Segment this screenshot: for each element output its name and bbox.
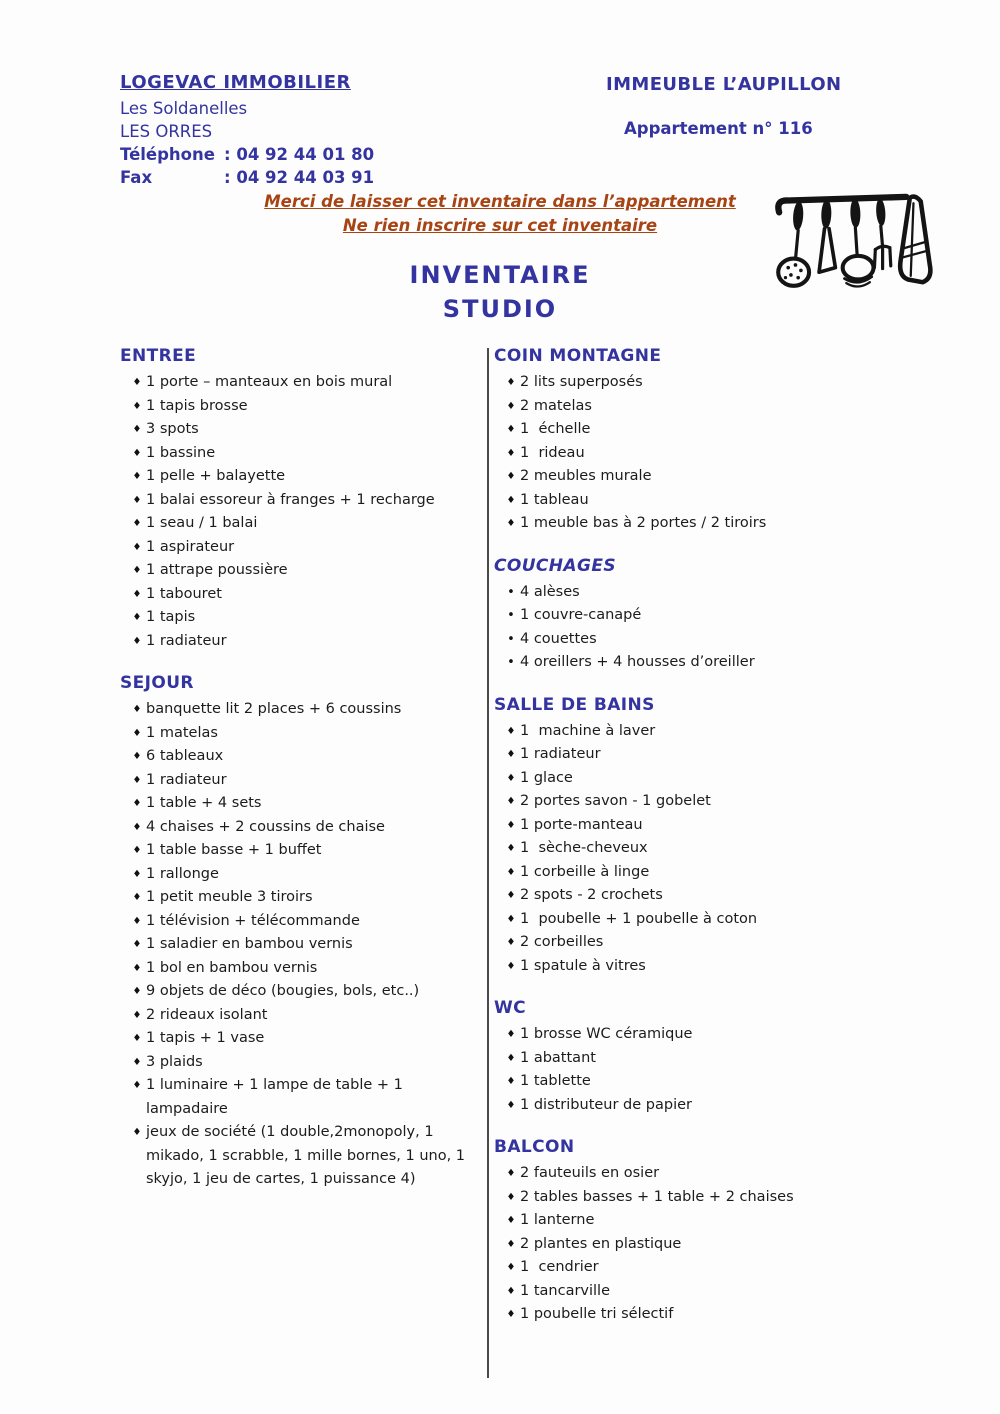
header-left xyxy=(120,72,540,189)
item-text: 2 corbeilles xyxy=(520,934,604,950)
item-text: 1 tabouret xyxy=(146,585,222,602)
inventory-item xyxy=(120,769,482,793)
inventory-item xyxy=(494,1209,944,1233)
item-list xyxy=(494,581,944,675)
inventory-item xyxy=(120,371,482,395)
item-text: 1 tapis + 1 vase xyxy=(146,1030,265,1046)
inventory-item xyxy=(494,465,944,489)
phone-row xyxy=(120,143,540,166)
inventory-item xyxy=(120,442,482,466)
diamond-bullet-icon: ♦ xyxy=(506,796,516,807)
disc-bullet-icon: • xyxy=(507,655,515,670)
inventory-item xyxy=(120,418,482,442)
item-list xyxy=(494,1023,944,1117)
item-list xyxy=(120,698,482,1192)
diamond-bullet-icon: ♦ xyxy=(132,868,142,880)
inventory-item xyxy=(494,884,944,908)
diamond-bullet-icon: ♦ xyxy=(506,1052,516,1064)
inventory-item xyxy=(120,583,482,607)
inventory-item xyxy=(494,931,944,955)
inventory-item xyxy=(494,418,944,442)
item-list xyxy=(494,371,944,536)
inventory-item xyxy=(494,790,944,814)
section-heading: BALCON xyxy=(494,1137,575,1157)
inventory-item xyxy=(120,722,482,746)
diamond-bullet-icon: ♦ xyxy=(506,400,516,412)
inventory-item xyxy=(120,863,482,887)
diamond-bullet-icon: ♦ xyxy=(506,424,516,435)
section-heading: SALLE DE BAINS xyxy=(494,694,655,715)
diamond-bullet-icon: ♦ xyxy=(132,377,142,388)
inventory-item xyxy=(120,1074,482,1121)
diamond-bullet-icon: ♦ xyxy=(506,866,516,878)
item-text: 1 balai essoreur à franges + 1 recharge xyxy=(146,491,435,508)
item-text: 4 couettes xyxy=(520,630,597,647)
item-text: 1 tapis xyxy=(146,609,196,625)
inventory-item xyxy=(120,910,482,934)
inventory-item xyxy=(494,604,944,628)
item-text: 1 bassine xyxy=(146,444,216,461)
diamond-bullet-icon: ♦ xyxy=(132,541,142,553)
item-text: 1 abattant xyxy=(520,1049,596,1066)
diamond-bullet-icon: ♦ xyxy=(506,518,516,529)
item-text: 1 table + 4 sets xyxy=(146,795,262,811)
inventory-item xyxy=(494,955,944,979)
inventory-item xyxy=(120,839,482,863)
inventory-item xyxy=(494,720,944,744)
inventory-section xyxy=(494,694,944,979)
item-text: 2 rideaux isolant xyxy=(146,1006,268,1023)
section-heading: COIN MONTAGNE xyxy=(494,346,662,366)
diamond-bullet-icon: ♦ xyxy=(132,704,142,715)
item-text: 4 chaises + 2 coussins de chaise xyxy=(146,818,385,835)
item-text: 1 attrape poussière xyxy=(146,562,288,578)
item-text: 2 spots - 2 crochets xyxy=(520,887,663,903)
item-text: 1 tablette xyxy=(520,1073,591,1089)
inventory-section xyxy=(494,1136,944,1327)
diamond-bullet-icon: ♦ xyxy=(506,937,516,948)
diamond-bullet-icon: ♦ xyxy=(132,635,142,647)
document-title xyxy=(0,258,1000,326)
inventory-item xyxy=(494,1047,944,1071)
inventory-item xyxy=(120,1121,482,1192)
disc-bullet-icon: • xyxy=(507,584,515,600)
diamond-bullet-icon: ♦ xyxy=(132,915,142,927)
diamond-bullet-icon: ♦ xyxy=(132,447,142,459)
diamond-bullet-icon: ♦ xyxy=(506,819,516,831)
item-text: 1 radiateur xyxy=(520,746,601,762)
inventory-item xyxy=(494,442,944,466)
diamond-bullet-icon: ♦ xyxy=(132,565,142,576)
fax-row xyxy=(120,166,540,189)
diamond-bullet-icon: ♦ xyxy=(132,588,142,600)
inventory-item xyxy=(494,908,944,932)
item-text: 1 rallonge xyxy=(146,865,219,882)
item-text: 3 spots xyxy=(146,421,199,437)
inventory-item xyxy=(120,395,482,419)
item-list xyxy=(120,371,482,653)
item-text: 2 fauteuils en osier xyxy=(520,1165,660,1181)
item-text: 1 rideau xyxy=(520,444,585,461)
disc-bullet-icon: • xyxy=(507,608,515,623)
item-text: 1 poubelle + 1 poubelle à coton xyxy=(520,910,758,927)
diamond-bullet-icon: ♦ xyxy=(132,1127,142,1138)
diamond-bullet-icon: ♦ xyxy=(132,774,142,786)
inventory-item xyxy=(120,536,482,560)
diamond-bullet-icon: ♦ xyxy=(506,843,516,854)
company-name: LOGEVAC IMMOBILIER xyxy=(120,72,351,93)
item-text: jeux de société (1 double,2monopoly, 1 mikado, 1 scrabble, 1 mille bornes, 1 uno, 1 skyjo, 1 jeu de cartes, 1 puissance 4) xyxy=(146,1124,470,1187)
diamond-bullet-icon: ♦ xyxy=(506,1309,516,1320)
diamond-bullet-icon: ♦ xyxy=(506,1238,516,1250)
diamond-bullet-icon: ♦ xyxy=(506,725,516,737)
address-line-2: LES ORRES xyxy=(120,122,213,141)
item-text: 2 plantes en plastique xyxy=(520,1235,682,1252)
item-text: 2 portes savon - 1 gobelet xyxy=(520,793,711,809)
inventory-item xyxy=(494,1094,944,1118)
inventory-item xyxy=(120,606,482,630)
phone-number: : 04 92 44 01 80 xyxy=(224,145,375,164)
inventory-item xyxy=(494,1023,944,1047)
inventory-item xyxy=(120,886,482,910)
diamond-bullet-icon: ♦ xyxy=(132,751,142,762)
item-text: 1 couvre-canapé xyxy=(520,607,642,623)
item-text: banquette lit 2 places + 6 coussins xyxy=(146,701,402,717)
item-text: 1 glace xyxy=(520,769,573,786)
notice-line-2: Ne rien inscrire sur cet inventaire xyxy=(342,216,658,235)
diamond-bullet-icon: ♦ xyxy=(132,1033,142,1044)
diamond-bullet-icon: ♦ xyxy=(506,772,516,784)
inventory-item xyxy=(494,861,944,885)
fax-label: Fax xyxy=(120,168,153,187)
item-text: 1 lanterne xyxy=(520,1212,595,1228)
section-heading: SEJOUR xyxy=(120,673,194,693)
item-text: 1 tancarville xyxy=(520,1282,611,1299)
phone-label: Téléphone xyxy=(120,145,215,164)
inventory-item xyxy=(120,512,482,536)
diamond-bullet-icon: ♦ xyxy=(132,727,142,739)
diamond-bullet-icon: ♦ xyxy=(132,845,142,856)
inventory-item xyxy=(120,957,482,981)
inventory-item xyxy=(494,395,944,419)
item-text: 1 distributeur de papier xyxy=(520,1096,692,1113)
item-text: 1 cendrier xyxy=(520,1259,599,1275)
item-list xyxy=(494,720,944,979)
item-text: 2 matelas xyxy=(520,397,592,414)
fax-number: : 04 92 44 03 91 xyxy=(224,168,375,187)
diamond-bullet-icon: ♦ xyxy=(132,400,142,412)
item-text: 9 objets de déco (bougies, bols, etc..) xyxy=(146,983,420,999)
inventory-item xyxy=(494,1162,944,1186)
diamond-bullet-icon: ♦ xyxy=(132,518,142,529)
disc-bullet-icon: • xyxy=(507,631,515,647)
item-text: 1 radiateur xyxy=(146,632,227,649)
item-text: 1 bol en bambou vernis xyxy=(146,959,318,976)
diamond-bullet-icon: ♦ xyxy=(132,612,142,623)
item-text: 1 table basse + 1 buffet xyxy=(146,842,322,858)
inventory-section xyxy=(494,555,944,675)
diamond-bullet-icon: ♦ xyxy=(506,749,516,760)
item-text: 2 meubles murale xyxy=(520,468,652,484)
inventory-item xyxy=(494,1256,944,1280)
diamond-bullet-icon: ♦ xyxy=(506,447,516,459)
diamond-bullet-icon: ♦ xyxy=(132,424,142,435)
inventory-item xyxy=(494,1233,944,1257)
diamond-bullet-icon: ♦ xyxy=(506,1168,516,1179)
inventory-section xyxy=(120,672,482,1192)
inventory-item xyxy=(120,816,482,840)
item-text: 1 tableau xyxy=(520,491,589,508)
diamond-bullet-icon: ♦ xyxy=(506,494,516,506)
inventory-item xyxy=(494,651,944,675)
item-text: 1 brosse WC céramique xyxy=(520,1026,693,1042)
diamond-bullet-icon: ♦ xyxy=(132,471,142,482)
inventory-item xyxy=(494,581,944,605)
apartment-number: Appartement n° 116 xyxy=(624,119,813,138)
inventory-item xyxy=(120,980,482,1004)
diamond-bullet-icon: ♦ xyxy=(506,913,516,925)
item-text: 1 spatule à vitres xyxy=(520,957,646,974)
item-text: 1 sèche-cheveux xyxy=(520,840,648,856)
item-text: 1 porte-manteau xyxy=(520,816,643,833)
right-column xyxy=(494,345,944,1327)
diamond-bullet-icon: ♦ xyxy=(506,377,516,388)
item-text: 1 tapis brosse xyxy=(146,397,248,414)
diamond-bullet-icon: ♦ xyxy=(506,960,516,972)
item-text: 1 matelas xyxy=(146,724,218,741)
inventory-item xyxy=(120,630,482,654)
header-right xyxy=(606,74,936,138)
item-text: 6 tableaux xyxy=(146,748,224,764)
inventory-item xyxy=(494,512,944,536)
diamond-bullet-icon: ♦ xyxy=(506,1029,516,1040)
item-text: 1 meuble bas à 2 portes / 2 tiroirs xyxy=(520,515,767,531)
diamond-bullet-icon: ♦ xyxy=(506,1285,516,1297)
inventory-item xyxy=(494,837,944,861)
diamond-bullet-icon: ♦ xyxy=(132,1080,142,1091)
inventory-item xyxy=(120,489,482,513)
item-text: 1 machine à laver xyxy=(520,722,656,739)
inventory-item xyxy=(494,814,944,838)
inventory-section xyxy=(494,345,944,536)
title-line-1: INVENTAIRE xyxy=(409,261,591,289)
inventory-section xyxy=(494,997,944,1117)
item-text: 1 seau / 1 balai xyxy=(146,515,258,531)
item-text: 1 aspirateur xyxy=(146,538,235,555)
inventory-item xyxy=(494,1186,944,1210)
diamond-bullet-icon: ♦ xyxy=(132,1056,142,1068)
inventory-item xyxy=(120,1004,482,1028)
inventory-item xyxy=(120,698,482,722)
left-column xyxy=(120,345,482,1192)
inventory-item xyxy=(120,792,482,816)
diamond-bullet-icon: ♦ xyxy=(506,1099,516,1111)
inventory-item xyxy=(120,465,482,489)
diamond-bullet-icon: ♦ xyxy=(132,1009,142,1021)
item-text: 2 tables basses + 1 table + 2 chaises xyxy=(520,1188,794,1205)
inventory-item xyxy=(494,1280,944,1304)
item-text: 1 pelle + balayette xyxy=(146,468,286,484)
inventory-item xyxy=(120,745,482,769)
diamond-bullet-icon: ♦ xyxy=(506,1262,516,1273)
item-text: 4 alèses xyxy=(520,583,580,600)
notice-line-1: Merci de laisser cet inventaire dans l’appartement xyxy=(264,192,736,211)
diamond-bullet-icon: ♦ xyxy=(132,494,142,506)
inventory-item xyxy=(494,371,944,395)
item-text: 1 petit meuble 3 tiroirs xyxy=(146,889,313,905)
item-text: 1 porte – manteaux en bois mural xyxy=(146,374,393,390)
item-text: 1 radiateur xyxy=(146,771,227,788)
diamond-bullet-icon: ♦ xyxy=(132,939,142,950)
diamond-bullet-icon: ♦ xyxy=(132,821,142,833)
building-name: IMMEUBLE L’AUPILLON xyxy=(606,74,842,95)
item-list xyxy=(494,1162,944,1327)
diamond-bullet-icon: ♦ xyxy=(132,892,142,903)
diamond-bullet-icon: ♦ xyxy=(506,890,516,901)
item-text: 1 échelle xyxy=(520,421,591,437)
diamond-bullet-icon: ♦ xyxy=(132,962,142,974)
inventory-item xyxy=(120,559,482,583)
section-heading: ENTREE xyxy=(120,346,197,366)
diamond-bullet-icon: ♦ xyxy=(132,986,142,997)
inventory-item xyxy=(494,489,944,513)
inventory-item xyxy=(494,1070,944,1094)
inventory-item xyxy=(494,1303,944,1327)
item-text: 4 oreillers + 4 housses d’oreiller xyxy=(520,654,755,670)
section-heading: COUCHAGES xyxy=(494,555,617,576)
diamond-bullet-icon: ♦ xyxy=(506,1215,516,1226)
inventory-item xyxy=(120,1051,482,1075)
item-text: 2 lits superposés xyxy=(520,374,643,390)
address-line-1: Les Soldanelles xyxy=(120,99,248,118)
inventory-item xyxy=(494,628,944,652)
item-text: 1 poubelle tri sélectif xyxy=(520,1306,674,1322)
column-divider xyxy=(487,348,489,1378)
diamond-bullet-icon: ♦ xyxy=(506,1191,516,1203)
diamond-bullet-icon: ♦ xyxy=(132,798,142,809)
inventory-item xyxy=(120,1027,482,1051)
title-line-2: STUDIO xyxy=(442,295,558,323)
inventory-item xyxy=(494,743,944,767)
item-text: 1 luminaire + 1 lampe de table + 1 lampadaire xyxy=(146,1077,408,1117)
item-text: 3 plaids xyxy=(146,1053,203,1070)
diamond-bullet-icon: ♦ xyxy=(506,1076,516,1087)
inventory-item xyxy=(120,933,482,957)
inventory-item xyxy=(494,767,944,791)
item-text: 1 télévision + télécommande xyxy=(146,912,360,929)
item-text: 1 saladier en bambou vernis xyxy=(146,936,353,952)
section-heading: WC xyxy=(494,998,527,1018)
item-text: 1 corbeille à linge xyxy=(520,863,650,880)
inventory-section xyxy=(120,345,482,653)
diamond-bullet-icon: ♦ xyxy=(506,471,516,482)
